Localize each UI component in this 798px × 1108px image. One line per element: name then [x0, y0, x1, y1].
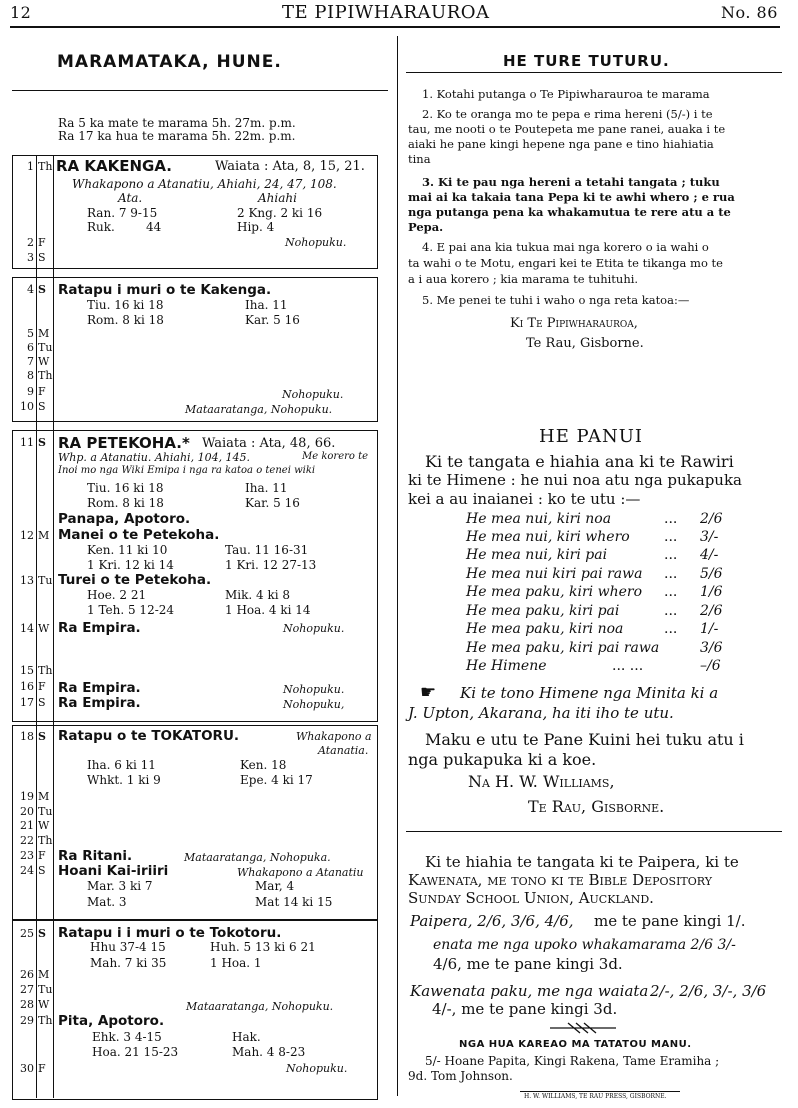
rule-3-line: mai ai ka takaia tana Pepa ki te awhi whero ; e rua	[408, 190, 735, 204]
weekday-letter: Th	[38, 834, 53, 847]
price-item: He mea paku, kiri pai	[466, 603, 620, 619]
weekday-letter: W	[38, 355, 50, 368]
price-value: 3/6	[700, 640, 723, 656]
price-dots: ...	[664, 547, 678, 563]
rule-5: 5. Me penei te tuhi i waho o nga reta katoa:—	[422, 293, 690, 307]
rule-2-line: aiaki he pane kingi hepene nga pane e tino hiahiatia	[408, 137, 714, 151]
weekday-letter: W	[38, 998, 50, 1011]
rules-title-rule	[406, 72, 782, 73]
creed-line: Whakapono a Atanatiu, Ahiahi, 24, 47, 108.	[72, 177, 337, 191]
price-value: 3/-	[700, 529, 719, 545]
section-rule	[406, 831, 782, 832]
reading-evening: Tau. 11 16-31	[225, 543, 309, 557]
date-number: 3	[27, 251, 34, 264]
notice-line: nga pukapuka ki a koe.	[408, 750, 597, 769]
reading-morning: Ran. 7 9-15	[87, 206, 158, 220]
reading-evening: 2 Kng. 2 ki 16	[237, 206, 323, 220]
price-dots: ...	[664, 621, 678, 637]
weekday-letter: S	[38, 251, 46, 264]
rule-4-line: a i aua korero ; kia marama te tuhituhi.	[408, 272, 639, 286]
reading-morning: Mat. 3	[87, 895, 127, 909]
reading-morning: Ken. 11 ki 10	[87, 543, 168, 557]
pointing-hand-icon: ☛	[420, 682, 437, 703]
weekday-letter: M	[38, 327, 50, 340]
weekday-letter: Tu	[38, 805, 53, 818]
rule-3-line: Pepa.	[408, 220, 444, 234]
litany-note: Me korero te	[302, 451, 369, 462]
creed-note: Whakapono a Atanatiu	[237, 866, 364, 879]
weekday-letter: Th	[38, 664, 53, 677]
reading-morning: Tiu. 16 ki 18	[87, 298, 164, 312]
weekday-letter: S	[38, 864, 46, 877]
date-number: 11	[20, 436, 34, 449]
date-number: 6	[27, 341, 34, 354]
notice-title: HE PANUI	[539, 426, 644, 447]
date-number: 17	[20, 696, 34, 709]
weekday-letter: S	[38, 730, 46, 743]
price-value: –/6	[700, 658, 721, 674]
reading-morning: Whkt. 1 ki 9	[87, 773, 161, 787]
saint-name: Pita, Apotoro.	[58, 1013, 165, 1029]
bible-price-line: 4/-, me te pane kingi 3d.	[432, 1000, 618, 1018]
weekday-letter: F	[38, 680, 46, 693]
reading-morning: Hhu 37-4 15	[90, 940, 166, 954]
date-number: 4	[27, 283, 34, 296]
weekday-letter: Tu	[38, 574, 53, 587]
feast-name: Manei o te Petekoha.	[58, 527, 220, 543]
observance-note: Nohopuku,	[283, 698, 345, 711]
reading-evening: Hak.	[232, 1030, 261, 1044]
price-dots: ...	[664, 566, 678, 582]
price-dots: ...	[664, 529, 678, 545]
date-number: 15	[20, 664, 34, 677]
date-number: 5	[27, 327, 34, 340]
page-number: 12	[10, 3, 32, 22]
weekday-letter: Th	[38, 369, 53, 382]
observance-note: Nohopuku.	[285, 236, 347, 249]
weekday-letter: S	[38, 436, 46, 449]
weekday-letter: W	[38, 622, 50, 635]
price-dots: ...	[664, 584, 678, 600]
weekday-letter: S	[38, 927, 46, 940]
column-divider	[397, 36, 398, 1096]
date-number: 19	[20, 790, 34, 803]
weekday-letter: M	[38, 790, 50, 803]
date-number: 22	[20, 834, 34, 847]
price-dots: ...	[664, 511, 678, 527]
notice-line: Maku e utu te Pane Kuini hei tuku atu i	[425, 730, 744, 749]
date-number: 29	[20, 1014, 34, 1027]
saint-name: Panapa, Apotoro.	[58, 511, 191, 527]
reading-heading-evening: Ahiahi	[258, 191, 297, 205]
feast-name: Ra Empira.	[58, 695, 141, 711]
weekday-letter: Th	[38, 160, 53, 173]
bible-price-line: enata me nga upoko whakamarama 2/6 3/-	[433, 937, 736, 953]
price-dots: ...	[664, 603, 678, 619]
bible-price-line: Paipera, 2/6, 3/6, 4/6,	[410, 912, 574, 930]
header-rule	[10, 26, 780, 28]
date-number: 21	[20, 819, 34, 832]
date-number: 18	[20, 730, 34, 743]
rule-3-line: 3. Ki te pau nga hereni a tetahi tangata ; tuku	[422, 175, 720, 189]
date-number: 25	[20, 927, 34, 940]
feast-name: Ra Empira.	[58, 620, 141, 636]
date-number: 20	[20, 805, 34, 818]
observance-note: Mataaratanga, Nohopuka.	[184, 851, 331, 864]
imprint-rule	[520, 1091, 680, 1092]
notice-line: Ki te tono Himene nga Minita ki a	[460, 684, 719, 702]
address-line: Ki Te Pipiwharauroa,	[510, 316, 638, 331]
price-item: He Himene	[466, 658, 547, 674]
date-column-line	[36, 155, 37, 1098]
rule-4-line: 4. E pai ana kia tukua mai nga korero o ia wahi o	[422, 240, 709, 254]
notice-line: kei a au inaianei : ko te utu :—	[408, 490, 641, 508]
signature-name: Na H. W. Williams,	[468, 772, 615, 791]
weekday-letter: S	[38, 400, 46, 413]
reading-evening: Mar, 4	[255, 879, 295, 893]
bible-price-line: 4/6, me te pane kingi 3d.	[433, 955, 623, 973]
notice-line: J. Upton, Akarana, ha iti iho te utu.	[408, 704, 674, 722]
reading-morning: Mar. 3 ki 7	[87, 879, 153, 893]
feast-name: RA PETEKOHA.*	[58, 434, 190, 452]
reading-evening: Ken. 18	[240, 758, 287, 772]
date-number: 16	[20, 680, 34, 693]
observance-note: Nohopuku.	[282, 388, 344, 401]
observance-note: Mataaratanga, Nohopuku.	[186, 1000, 334, 1013]
weekday-letter: Tu	[38, 341, 53, 354]
signature-place: Te Rau, Gisborne.	[528, 797, 665, 816]
reading-heading-morning: Ata.	[118, 191, 143, 205]
reading-evening: 1 Hoa. 4 ki 14	[225, 603, 311, 617]
rule-1: 1. Kotahi putanga o Te Pipiwharauroa te marama	[422, 87, 710, 101]
reading-morning: Ruk.	[87, 220, 115, 234]
date-number: 26	[20, 968, 34, 981]
reading-evening: 1 Hoa. 1	[210, 956, 262, 970]
reading-evening: Mat 14 ki 15	[255, 895, 333, 909]
reading-evening: Iha. 11	[245, 481, 288, 495]
moon-line-1: Ra 5 ka mate te marama 5h. 27m. p.m.	[58, 116, 296, 130]
hymn-list: Waiata : Ata, 48, 66.	[202, 436, 336, 451]
rule-4-line: ta wahi o te Motu, engari kei te Etita te tikanga mo te	[408, 256, 723, 270]
rules-title: HE TURE TUTURU.	[503, 52, 670, 70]
weekday-letter: S	[38, 696, 46, 709]
feast-name: Ratapu o te TOKATORU.	[58, 728, 240, 744]
bible-price-line: 2/-, 2/6, 3/-, 3/6	[650, 982, 767, 1000]
reading-morning-verse: 44	[146, 220, 162, 234]
reading-morning: Iha. 6 ki 11	[87, 758, 156, 772]
reading-morning: 1 Teh. 5 12-24	[87, 603, 175, 617]
price-value: 2/6	[700, 603, 723, 619]
issue-number: No. 86	[721, 3, 778, 22]
reading-evening: Mik. 4 ki 8	[225, 588, 291, 602]
price-item: He mea nui kiri pai rawa	[466, 566, 643, 582]
reading-evening: Iha. 11	[245, 298, 288, 312]
bible-notice-line: Kawenata, me tono ki te Bible Depository	[408, 871, 712, 889]
reading-morning: Rom. 8 ki 18	[87, 313, 164, 327]
printer-imprint: H. W. WILLIAMS, TE RAU PRESS, GISBORNE.	[524, 1093, 667, 1100]
date-number: 7	[27, 355, 34, 368]
observance-note: Mataaratanga, Nohopuku.	[185, 403, 333, 416]
price-dots: ... ...	[612, 658, 644, 674]
litany-note: Inoi mo nga Wiki Emipa i nga ra katoa o tenei wiki	[58, 465, 316, 476]
reading-evening: Epe. 4 ki 17	[240, 773, 313, 787]
price-value: 2/6	[700, 511, 723, 527]
offerings-line: 5/- Hoane Papita, Kingi Rakena, Tame Eramiha ;	[425, 1054, 720, 1068]
price-item: He mea nui, kiri whero	[466, 529, 630, 545]
weekday-letter: Tu	[38, 983, 53, 996]
reading-morning: 1 Kri. 12 ki 14	[87, 558, 174, 572]
creed-line: Whp. a Atanatiu. Ahiahi, 104, 145.	[58, 451, 251, 464]
calendar-title-rule	[12, 90, 388, 91]
reading-morning: Mah. 7 ki 35	[90, 956, 167, 970]
reading-morning: Tiu. 16 ki 18	[87, 481, 164, 495]
date-number: 12	[20, 529, 34, 542]
price-item: He mea nui, kiri noa	[466, 511, 612, 527]
reading-evening: Huh. 5 13 ki 6 21	[210, 940, 316, 954]
price-value: 5/6	[700, 566, 723, 582]
bible-price-line: me te pane kingi 1/.	[594, 912, 746, 930]
reading-evening: 1 Kri. 12 27-13	[225, 558, 317, 572]
date-number: 24	[20, 864, 34, 877]
feast-name: Ratapu i i muri o te Tokotoru.	[58, 925, 282, 941]
reading-evening: Hip. 4	[237, 220, 275, 234]
price-item: He mea paku, kiri noa	[466, 621, 624, 637]
feast-name: Turei o te Petekoha.	[58, 572, 212, 588]
weekday-letter: F	[38, 849, 46, 862]
date-number: 10	[20, 400, 34, 413]
creed-note: Atanatia.	[318, 744, 369, 757]
date-number: 28	[20, 998, 34, 1011]
offerings-line: 9d. Tom Johnson.	[408, 1069, 513, 1083]
reading-morning: Hoa. 21 15-23	[92, 1045, 179, 1059]
weekday-letter: Th	[38, 1014, 53, 1027]
weekday-letter: M	[38, 529, 50, 542]
date-number: 8	[27, 369, 34, 382]
address-line: Te Rau, Gisborne.	[526, 336, 644, 351]
date-number: 23	[20, 849, 34, 862]
reading-morning: Ehk. 3 4-15	[92, 1030, 162, 1044]
bible-notice-line: Sunday School Union, Auckland.	[408, 889, 654, 907]
feast-name: Ra Ritani.	[58, 848, 133, 864]
price-value: 1/-	[700, 621, 719, 637]
reading-morning: Hoe. 2 21	[87, 588, 147, 602]
weekday-letter: W	[38, 819, 50, 832]
reading-morning: Rom. 8 ki 18	[87, 496, 164, 510]
date-number: 13	[20, 574, 34, 587]
weekday-letter: F	[38, 236, 46, 249]
date-number: 1	[27, 160, 34, 173]
date-number: 2	[27, 236, 34, 249]
date-number: 14	[20, 622, 34, 635]
feast-name: Ra Empira.	[58, 680, 141, 696]
calendar-title: MARAMATAKA, HUNE.	[57, 52, 282, 72]
weekday-letter: M	[38, 968, 50, 981]
masthead-title: TE PIPIWHARAUROA	[282, 2, 490, 23]
weekday-letter: F	[38, 1062, 46, 1075]
date-number: 30	[20, 1062, 34, 1075]
reading-evening: Kar. 5 16	[245, 313, 300, 327]
ornament-divider	[548, 1019, 618, 1037]
date-number: 27	[20, 983, 34, 996]
creed-note: Whakapono a	[296, 730, 372, 743]
notice-line: ki te Himene : he nui noa atu nga pukapuka	[408, 471, 742, 489]
observance-note: Nohopuku.	[283, 683, 345, 696]
observance-note: Nohopuku.	[283, 622, 345, 635]
rule-2-line: 2. Ko te oranga mo te pepa e rima hereni (5/-) i te	[422, 107, 713, 121]
hymn-list: Waiata : Ata, 8, 15, 21.	[215, 159, 365, 174]
price-item: He mea nui, kiri pai	[466, 547, 608, 563]
offerings-title: NGA HUA KAREAO MA TATATOU MANU.	[459, 1039, 692, 1050]
bible-price-line: Kawenata paku, me nga waiata	[410, 982, 649, 1000]
price-value: 4/-	[700, 547, 719, 563]
notice-line: Ki te tangata e hiahia ana ki te Rawiri	[425, 452, 734, 471]
date-number: 9	[27, 385, 34, 398]
rule-2-line: tau, me nooti o te Poutepeta me pane ranei, auaka i te	[408, 122, 726, 136]
price-item: He mea paku, kiri pai rawa	[466, 640, 660, 656]
bible-notice-line: Ki te hiahia te tangata ki te Paipera, ki te	[425, 853, 739, 871]
weekday-letter: F	[38, 385, 46, 398]
price-value: 1/6	[700, 584, 723, 600]
price-item: He mea paku, kiri whero	[466, 584, 642, 600]
observance-note: Nohopuku.	[286, 1062, 348, 1075]
weekday-letter: S	[38, 283, 46, 296]
reading-evening: Kar. 5 16	[245, 496, 300, 510]
feast-name: Ratapu i muri o te Kakenga.	[58, 282, 272, 298]
rule-3-line: nga putanga pena ka whakamutua te rere atu a te	[408, 205, 731, 219]
reading-evening: Mah. 4 8-23	[232, 1045, 306, 1059]
moon-line-2: Ra 17 ka hua te marama 5h. 22m. p.m.	[58, 129, 296, 143]
rule-2-line: tina	[408, 152, 431, 166]
weekday-column-line	[53, 155, 54, 1098]
feast-name: Hoani Kai-iriiri	[58, 863, 169, 879]
feast-name: RA KAKENGA.	[56, 157, 172, 175]
